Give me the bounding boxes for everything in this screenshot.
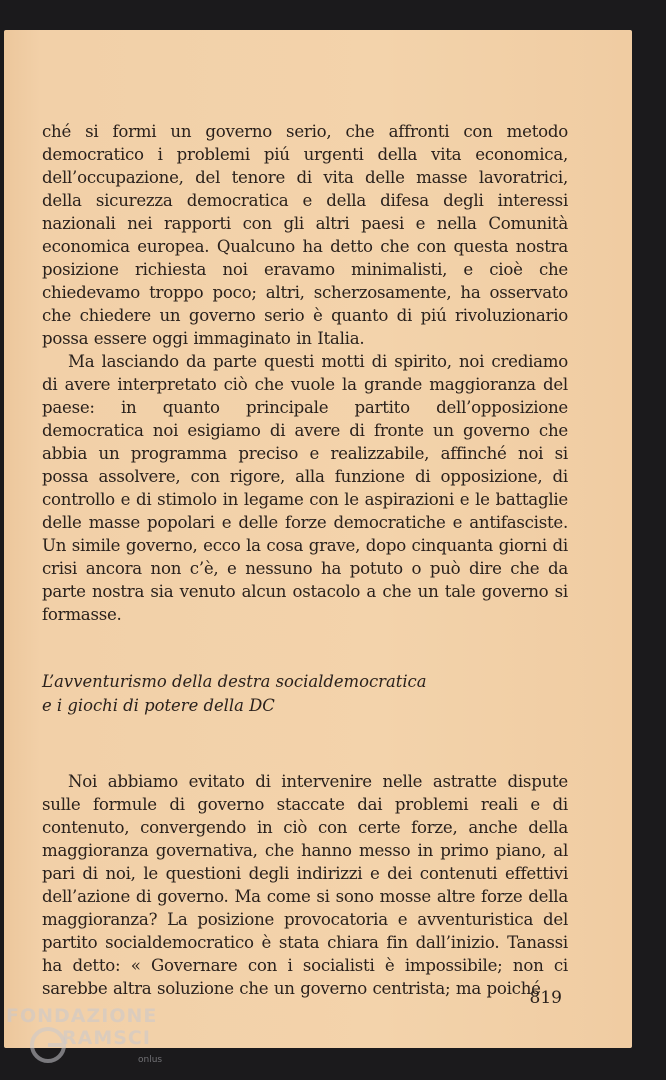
section-heading bbox=[42, 670, 568, 718]
page-number: 819 bbox=[529, 988, 562, 1008]
body-text-top bbox=[42, 120, 568, 626]
section-heading-line-2: e i giochi di potere della DC bbox=[42, 696, 275, 715]
body-text-bottom bbox=[42, 770, 568, 1000]
book-page bbox=[4, 30, 632, 1048]
watermark-line-3: onlus bbox=[138, 1055, 163, 1065]
fondazione-gramsci-watermark bbox=[4, 1005, 184, 1075]
watermark-line-1: FONDAZIONE bbox=[6, 1005, 158, 1027]
paragraph-3: Noi abbiamo evitato di intervenire nelle astratte dispute sulle formule di governo staccate dai problemi reali e di contenuto, convergendo in ciò con certe forze, anche della maggioranza governativa, che hanno messo in primo piano, al pari di noi, le questioni degli indirizzi e dei contenuti effettivi dell’azione di governo. Ma come si sono mosse altre forze della maggioranza? La posizione provocatoria e avventuristica del partito socialdemocratico è stata chiara fin dall’inizio. Tanassi ha detto: « Governare con i socialisti è impossibile; non ci sarebbe altra soluzione che un governo centrista; ma poiché bbox=[42, 772, 568, 998]
paragraph-1: ché si formi un governo serio, che affronti con metodo democratico i problemi piú urgenti della vita economica, dell’occupazione, del tenore di vita delle masse lavoratrici, della sicurezza democratica e della difesa degli interessi nazionali nei rapporti con gli altri paesi e nella Comunità economica europea. Qualcuno ha detto che con questa nostra posizione richiesta noi eravamo minimalisti, e cioè che chiedevamo troppo poco; altri, scherzosamente, ha osservato che chiedere un governo serio è quanto di piú rivoluzionario possa essere oggi immaginato in Italia. bbox=[42, 122, 568, 348]
paragraph-2: Ma lasciando da parte questi motti di spirito, noi crediamo di avere interpretato ciò che vuole la grande maggioranza del paese: in quanto principale partito dell’opposizione democratica noi esigiamo di avere di fronte un governo che abbia un programma preciso e realizzabile, affinché noi si possa assolvere, con rigore, alla funzione di opposizione, di controllo e di stimolo in legame con le aspirazioni e le battaglie delle masse popolari e delle forze democratiche e antifasciste. Un simile governo, ecco la cosa grave, dopo cinquanta giorni di crisi ancora non c’è, e nessuno ha potuto o può dire che da parte nostra sia venuto alcun ostacolo a che un tale governo si formasse. bbox=[42, 352, 568, 624]
watermark-line-2: RAMSCI bbox=[62, 1027, 151, 1049]
section-heading-line-1: L’avventurismo della destra socialdemocratica bbox=[42, 672, 427, 691]
